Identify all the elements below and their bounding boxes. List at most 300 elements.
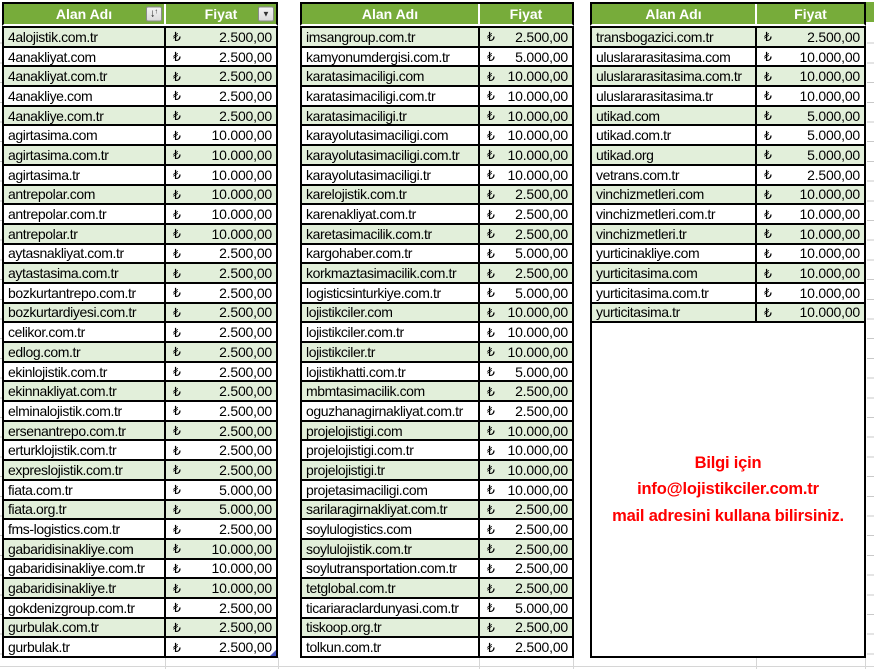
- price-value: 5.000,00: [219, 501, 272, 518]
- price-value: 10.000,00: [799, 186, 860, 203]
- table-row: [2, 65, 278, 87]
- domain-cell[interactable]: kargohaber.com.tr: [302, 245, 480, 263]
- price-cell[interactable]: [166, 461, 276, 479]
- price-value: 2.500,00: [219, 68, 272, 85]
- domain-cell[interactable]: karayolutasimaciligi.com: [302, 126, 480, 144]
- price-value: 10.000,00: [799, 265, 860, 282]
- domain-cell[interactable]: soylutransportation.com.tr: [302, 560, 480, 578]
- domain-cell[interactable]: tolkun.com.tr: [302, 638, 480, 656]
- price-value: 2.500,00: [219, 343, 272, 360]
- price-cell[interactable]: [757, 146, 864, 164]
- price-cell[interactable]: [480, 245, 572, 263]
- domain-cell[interactable]: fiata.com.tr: [4, 481, 166, 499]
- price-cell[interactable]: [757, 166, 864, 184]
- price-value: 5.000,00: [807, 146, 860, 163]
- table-row: [300, 262, 574, 284]
- lira-symbol: ₺: [764, 128, 772, 143]
- domain-cell[interactable]: karayolutasimaciligi.tr: [302, 166, 480, 184]
- domain-cell[interactable]: uluslararasitasima.tr: [592, 87, 757, 105]
- price-value: 2.500,00: [219, 402, 272, 419]
- lira-symbol: ₺: [487, 502, 495, 517]
- header-cell-domain[interactable]: [592, 4, 755, 24]
- lira-symbol: ₺: [173, 227, 181, 242]
- lira-symbol: ₺: [173, 168, 181, 183]
- info-email[interactable]: info@lojistikciler.com.tr: [637, 480, 819, 499]
- price-value: 10.000,00: [507, 442, 568, 459]
- domain-cell[interactable]: gabaridisinakliye.tr: [4, 579, 166, 597]
- lira-symbol: ₺: [173, 561, 181, 576]
- table-row: [2, 105, 278, 127]
- domain-cell[interactable]: erturklojistik.com.tr: [4, 441, 166, 459]
- price-cell[interactable]: [480, 560, 572, 578]
- column-gridline-stub: [165, 657, 166, 669]
- header-label-price: Fiyat: [794, 6, 827, 22]
- price-value: 2.500,00: [807, 166, 860, 183]
- table-row: [2, 282, 278, 304]
- price-cell[interactable]: [480, 441, 572, 459]
- table-row: [300, 144, 574, 166]
- domain-cell[interactable]: transbogazici.com.tr: [592, 28, 757, 46]
- domain-cell[interactable]: soylulojistik.com.tr: [302, 540, 480, 558]
- lira-symbol: ₺: [173, 148, 181, 163]
- price-cell[interactable]: [480, 481, 572, 499]
- domain-cell[interactable]: 4alojistik.com.tr: [4, 28, 166, 46]
- price-value: 2.500,00: [219, 442, 272, 459]
- column-gridline-stub: [573, 657, 574, 669]
- domain-cell[interactable]: elminalojistik.com.tr: [4, 402, 166, 420]
- price-value: 2.500,00: [515, 186, 568, 203]
- price-cell[interactable]: [480, 166, 572, 184]
- domain-cell[interactable]: karetasimacilik.com.tr: [302, 225, 480, 243]
- price-cell[interactable]: [166, 520, 276, 538]
- price-value: 2.500,00: [515, 639, 568, 656]
- table-2-header-row: [300, 2, 574, 26]
- table-row: [300, 459, 574, 481]
- domain-cell[interactable]: mbmtasimacilik.com: [302, 382, 480, 400]
- price-value: 10.000,00: [211, 540, 272, 557]
- lira-symbol: ₺: [764, 30, 772, 45]
- lira-symbol: ₺: [487, 30, 495, 45]
- price-cell[interactable]: [757, 186, 864, 204]
- price-cell[interactable]: [480, 638, 572, 656]
- table-row: [300, 380, 574, 402]
- domain-cell[interactable]: aytasnakliyat.com.tr: [4, 245, 166, 263]
- table-row: [2, 420, 278, 442]
- domain-cell[interactable]: tetglobal.com.tr: [302, 579, 480, 597]
- domain-cell[interactable]: projelojistigi.tr: [302, 461, 480, 479]
- domain-cell[interactable]: projelojistigi.com.tr: [302, 441, 480, 459]
- table-row: [2, 26, 278, 48]
- domain-cell[interactable]: karayolutasimaciligi.com.tr: [302, 146, 480, 164]
- price-cell[interactable]: [166, 304, 276, 322]
- price-cell[interactable]: [166, 284, 276, 302]
- table-row: [300, 26, 574, 48]
- price-cell[interactable]: [480, 304, 572, 322]
- price-cell[interactable]: [480, 205, 572, 223]
- price-value: 10.000,00: [211, 166, 272, 183]
- price-value: 10.000,00: [211, 146, 272, 163]
- domain-cell[interactable]: bozkurtantrepo.com.tr: [4, 284, 166, 302]
- domain-cell[interactable]: uluslararasitasima.com: [592, 48, 757, 66]
- price-value: 10.000,00: [507, 304, 568, 321]
- price-value: 10.000,00: [507, 68, 568, 85]
- price-cell[interactable]: [757, 87, 864, 105]
- price-cell[interactable]: [166, 363, 276, 381]
- price-value: 2.500,00: [515, 521, 568, 538]
- table-row: [2, 144, 278, 166]
- domain-cell[interactable]: fiata.org.tr: [4, 501, 166, 519]
- lira-symbol: ₺: [173, 365, 181, 380]
- domain-cell[interactable]: karatasimaciligi.com: [302, 67, 480, 85]
- table-row: [2, 636, 278, 658]
- domain-cell[interactable]: karelojistik.com.tr: [302, 186, 480, 204]
- lira-symbol: ₺: [487, 266, 495, 281]
- domain-cell[interactable]: gabaridisinakliye.com: [4, 540, 166, 558]
- domain-cell[interactable]: aytastasima.com.tr: [4, 264, 166, 282]
- price-cell[interactable]: [757, 264, 864, 282]
- domain-cell[interactable]: 4anakliye.com: [4, 87, 166, 105]
- price-value: 5.000,00: [515, 599, 568, 616]
- table-row: [300, 223, 574, 245]
- domain-cell[interactable]: imsangroup.com.tr: [302, 28, 480, 46]
- price-cell[interactable]: [166, 225, 276, 243]
- table-row: [590, 144, 866, 166]
- price-cell[interactable]: [480, 284, 572, 302]
- price-cell[interactable]: [757, 107, 864, 125]
- lira-symbol: ₺: [487, 109, 495, 124]
- lira-symbol: ₺: [173, 305, 181, 320]
- table-row: [2, 46, 278, 68]
- table-row: [300, 558, 574, 580]
- table-row: [590, 282, 866, 304]
- lira-symbol: ₺: [487, 207, 495, 222]
- price-cell[interactable]: [166, 107, 276, 125]
- header-cell-price[interactable]: [478, 4, 572, 24]
- price-cell[interactable]: [166, 441, 276, 459]
- domain-cell[interactable]: 4anakliyat.com.tr: [4, 67, 166, 85]
- price-value: 10.000,00: [211, 127, 272, 144]
- lira-symbol: ₺: [487, 463, 495, 478]
- price-cell[interactable]: [757, 284, 864, 302]
- price-value: 10.000,00: [507, 343, 568, 360]
- table-row: [300, 184, 574, 206]
- price-cell[interactable]: [166, 402, 276, 420]
- domain-cell[interactable]: utikad.com: [592, 107, 757, 125]
- price-cell[interactable]: [480, 501, 572, 519]
- price-value: 2.500,00: [219, 639, 272, 656]
- price-value: 2.500,00: [219, 422, 272, 439]
- domain-cell[interactable]: oguzhanagirnakliyat.com.tr: [302, 402, 480, 420]
- domain-cell[interactable]: tiskoop.org.tr: [302, 619, 480, 637]
- domain-cell[interactable]: celikor.com.tr: [4, 323, 166, 341]
- price-cell[interactable]: [480, 619, 572, 637]
- price-cell[interactable]: [480, 107, 572, 125]
- table-row: [300, 400, 574, 422]
- domain-cell[interactable]: fms-logistics.com.tr: [4, 520, 166, 538]
- domain-cell[interactable]: yurticitasima.com: [592, 264, 757, 282]
- domain-cell[interactable]: utikad.org: [592, 146, 757, 164]
- price-value: 5.000,00: [807, 107, 860, 124]
- lira-symbol: ₺: [487, 148, 495, 163]
- header-cell-price[interactable]: [164, 4, 276, 24]
- domain-cell[interactable]: yurticinakliye.com: [592, 245, 757, 263]
- domain-cell[interactable]: projetasimaciligi.com: [302, 481, 480, 499]
- column-gridline-stub: [756, 657, 757, 669]
- price-value: 2.500,00: [515, 265, 568, 282]
- domain-cell[interactable]: agirtasima.com.tr: [4, 146, 166, 164]
- price-value: 10.000,00: [211, 206, 272, 223]
- price-cell[interactable]: [166, 540, 276, 558]
- price-cell[interactable]: [166, 245, 276, 263]
- price-cell[interactable]: [480, 363, 572, 381]
- price-cell[interactable]: [757, 28, 864, 46]
- price-cell[interactable]: [166, 638, 276, 656]
- lira-symbol: ₺: [173, 640, 181, 655]
- price-cell[interactable]: [480, 87, 572, 105]
- price-value: 10.000,00: [799, 68, 860, 85]
- domain-cell[interactable]: yurticitasima.com.tr: [592, 284, 757, 302]
- domain-cell[interactable]: agirtasima.com: [4, 126, 166, 144]
- price-cell[interactable]: [480, 461, 572, 479]
- table-row: [2, 400, 278, 422]
- price-cell[interactable]: [757, 126, 864, 144]
- domain-cell[interactable]: antrepolar.tr: [4, 225, 166, 243]
- domain-cell[interactable]: ersenantrepo.com.tr: [4, 422, 166, 440]
- domain-cell[interactable]: lojistikhatti.com.tr: [302, 363, 480, 381]
- lira-symbol: ₺: [487, 187, 495, 202]
- header-cell-domain[interactable]: [4, 4, 164, 24]
- price-cell[interactable]: [757, 225, 864, 243]
- price-value: 2.500,00: [515, 580, 568, 597]
- price-value: 2.500,00: [219, 107, 272, 124]
- domain-cell[interactable]: vinchizmetleri.tr: [592, 225, 757, 243]
- price-value: 10.000,00: [211, 580, 272, 597]
- price-cell[interactable]: [757, 205, 864, 223]
- price-value: 2.500,00: [219, 265, 272, 282]
- header-cell-price[interactable]: [755, 4, 864, 24]
- price-value: 10.000,00: [211, 560, 272, 577]
- table-row: [2, 597, 278, 619]
- price-cell[interactable]: [480, 264, 572, 282]
- price-cell[interactable]: [480, 599, 572, 617]
- domain-cell[interactable]: antrepolar.com.tr: [4, 205, 166, 223]
- price-cell[interactable]: [480, 225, 572, 243]
- price-cell[interactable]: [166, 186, 276, 204]
- cell-corner-marker: [270, 650, 276, 656]
- price-value: 2.500,00: [515, 383, 568, 400]
- column-gridline-stub: [479, 657, 480, 669]
- lira-symbol: ₺: [487, 50, 495, 65]
- domain-cell[interactable]: lojistikciler.com: [302, 304, 480, 322]
- price-value: 10.000,00: [507, 107, 568, 124]
- lira-symbol: ₺: [173, 128, 181, 143]
- price-cell[interactable]: [166, 87, 276, 105]
- price-cell[interactable]: [757, 48, 864, 66]
- price-cell[interactable]: [480, 48, 572, 66]
- price-cell[interactable]: [166, 579, 276, 597]
- domain-cell[interactable]: karatasimaciligi.com.tr: [302, 87, 480, 105]
- lira-symbol: ₺: [173, 50, 181, 65]
- sort-ascending-filter-button[interactable]: [146, 7, 162, 22]
- price-value: 2.500,00: [219, 28, 272, 45]
- domain-cell[interactable]: soylulogistics.com: [302, 520, 480, 538]
- price-cell[interactable]: [480, 186, 572, 204]
- domain-cell[interactable]: lojistikciler.com.tr: [302, 323, 480, 341]
- table-row: [590, 243, 866, 265]
- price-cell[interactable]: [166, 501, 276, 519]
- price-cell[interactable]: [166, 422, 276, 440]
- domain-cell[interactable]: antrepolar.com: [4, 186, 166, 204]
- price-cell[interactable]: [166, 343, 276, 361]
- lira-symbol: ₺: [173, 266, 181, 281]
- price-cell[interactable]: [166, 28, 276, 46]
- header-cell-domain[interactable]: [302, 4, 478, 24]
- domain-cell[interactable]: ekinlojistik.com.tr: [4, 363, 166, 381]
- domain-cell[interactable]: yurticitasima.tr: [592, 304, 757, 322]
- domain-cell[interactable]: gurbulak.com.tr: [4, 619, 166, 637]
- price-cell[interactable]: [480, 382, 572, 400]
- price-cell[interactable]: [480, 402, 572, 420]
- price-cell[interactable]: [480, 579, 572, 597]
- table-row: [300, 439, 574, 461]
- domain-cell[interactable]: 4anakliyat.com: [4, 48, 166, 66]
- price-cell[interactable]: [166, 599, 276, 617]
- table-row: [2, 321, 278, 343]
- price-cell[interactable]: [480, 343, 572, 361]
- price-cell[interactable]: [166, 205, 276, 223]
- price-cell[interactable]: [480, 28, 572, 46]
- lira-symbol: ₺: [764, 305, 772, 320]
- price-value: 2.500,00: [515, 206, 568, 223]
- lira-symbol: ₺: [173, 542, 181, 557]
- domain-cell[interactable]: kamyonumdergisi.com.tr: [302, 48, 480, 66]
- lira-symbol: ₺: [173, 325, 181, 340]
- price-cell[interactable]: [166, 619, 276, 637]
- domain-cell[interactable]: sarilaragirnakliyat.com.tr: [302, 501, 480, 519]
- table-row: [300, 636, 574, 658]
- price-value: 5.000,00: [515, 363, 568, 380]
- lira-symbol: ₺: [173, 620, 181, 635]
- price-value: 2.500,00: [219, 461, 272, 478]
- lira-symbol: ₺: [764, 168, 772, 183]
- domain-cell[interactable]: vinchizmetleri.com: [592, 186, 757, 204]
- price-cell[interactable]: [480, 67, 572, 85]
- price-value: 2.500,00: [219, 521, 272, 538]
- table-row: [2, 439, 278, 461]
- lira-symbol: ₺: [764, 227, 772, 242]
- domain-cell[interactable]: gokdenizgroup.com.tr: [4, 599, 166, 617]
- domain-cell[interactable]: karenakliyat.com.tr: [302, 205, 480, 223]
- price-cell[interactable]: [757, 245, 864, 263]
- lira-symbol: ₺: [487, 128, 495, 143]
- domain-cell[interactable]: bozkurtardiyesi.com.tr: [4, 304, 166, 322]
- price-cell[interactable]: [166, 560, 276, 578]
- column-gridline-stub: [865, 657, 866, 669]
- domain-cell[interactable]: uluslararasitasima.com.tr: [592, 67, 757, 85]
- domain-cell[interactable]: 4anakliye.com.tr: [4, 107, 166, 125]
- price-cell[interactable]: [166, 67, 276, 85]
- table-row: [300, 499, 574, 521]
- filter-dropdown-button[interactable]: [258, 7, 274, 22]
- table-3-rows: [590, 26, 866, 323]
- dropdown-arrow-icon: ▼: [262, 9, 270, 18]
- lira-symbol: ₺: [487, 246, 495, 261]
- price-cell[interactable]: [166, 166, 276, 184]
- lira-symbol: ₺: [487, 305, 495, 320]
- price-value: 10.000,00: [507, 146, 568, 163]
- table-row: [300, 85, 574, 107]
- price-cell[interactable]: [166, 264, 276, 282]
- lira-symbol: ₺: [487, 620, 495, 635]
- domain-cell[interactable]: ticariaraclardunyasi.com.tr: [302, 599, 480, 617]
- price-value: 2.500,00: [515, 28, 568, 45]
- sort-down-arrow-icon: ↓: [150, 7, 156, 20]
- price-cell[interactable]: [480, 323, 572, 341]
- price-value: 10.000,00: [507, 87, 568, 104]
- domain-cell[interactable]: edlog.com.tr: [4, 343, 166, 361]
- table-row: [300, 420, 574, 442]
- table-row: [300, 518, 574, 540]
- domain-cell[interactable]: vinchizmetleri.com.tr: [592, 205, 757, 223]
- table-row: [2, 577, 278, 599]
- header-label-price: Fiyat: [509, 6, 543, 22]
- domain-cell[interactable]: utikad.com.tr: [592, 126, 757, 144]
- domain-cell[interactable]: gurbulak.tr: [4, 638, 166, 656]
- price-cell[interactable]: [480, 422, 572, 440]
- lira-symbol: ₺: [487, 581, 495, 596]
- domain-cell[interactable]: gabaridisinakliye.com.tr: [4, 560, 166, 578]
- lira-symbol: ₺: [173, 187, 181, 202]
- price-cell[interactable]: [166, 323, 276, 341]
- domain-cell[interactable]: agirtasima.tr: [4, 166, 166, 184]
- table-row: [590, 203, 866, 225]
- price-cell[interactable]: [166, 126, 276, 144]
- table-row: [2, 558, 278, 580]
- contact-info-box: [590, 321, 866, 658]
- price-cell[interactable]: [166, 146, 276, 164]
- price-cell[interactable]: [757, 67, 864, 85]
- price-cell[interactable]: [480, 126, 572, 144]
- price-cell[interactable]: [480, 520, 572, 538]
- column-gridline-stub: [278, 657, 279, 669]
- lira-symbol: ₺: [173, 424, 181, 439]
- price-cell[interactable]: [166, 481, 276, 499]
- price-value: 10.000,00: [507, 166, 568, 183]
- domain-cell[interactable]: logisticsinturkiye.com.tr: [302, 284, 480, 302]
- lira-symbol: ₺: [173, 30, 181, 45]
- price-cell[interactable]: [480, 146, 572, 164]
- price-cell[interactable]: [757, 304, 864, 322]
- price-cell[interactable]: [480, 540, 572, 558]
- price-value: 2.500,00: [219, 87, 272, 104]
- lira-symbol: ₺: [173, 246, 181, 261]
- domain-cell[interactable]: karatasimaciligi.tr: [302, 107, 480, 125]
- domain-price-table-3: [590, 2, 866, 658]
- price-value: 10.000,00: [507, 422, 568, 439]
- price-value: 10.000,00: [507, 461, 568, 478]
- price-cell[interactable]: [166, 382, 276, 400]
- lira-symbol: ₺: [764, 69, 772, 84]
- price-value: 10.000,00: [799, 284, 860, 301]
- lira-symbol: ₺: [173, 345, 181, 360]
- domain-cell[interactable]: korkmaztasimacilik.com.tr: [302, 264, 480, 282]
- domain-cell[interactable]: projelojistigi.com: [302, 422, 480, 440]
- domain-cell[interactable]: expreslojistik.com.tr: [4, 461, 166, 479]
- domain-cell[interactable]: lojistikciler.tr: [302, 343, 480, 361]
- domain-cell[interactable]: ekinnakliyat.com.tr: [4, 382, 166, 400]
- price-cell[interactable]: [166, 48, 276, 66]
- domain-cell[interactable]: vetrans.com.tr: [592, 166, 757, 184]
